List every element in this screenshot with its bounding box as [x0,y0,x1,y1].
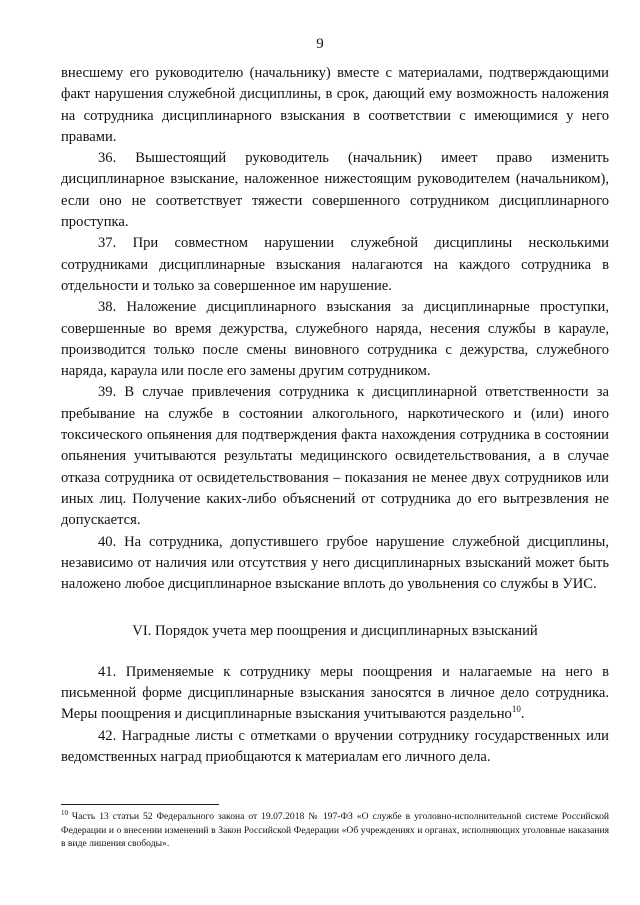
footnote-text: Часть 13 статьи 52 Федерального закона от 19.07.2018 № 197-ФЗ «О службе в уголовно-исполнительной системе Российской Федерации и о внесении изменений в Закон Российской Федерации «Об учреждениях и органах, исполняющих уголовные наказания в виде лишения свободы». [61,811,609,850]
paragraph-41 [61,662,609,726]
paragraph-41-end: . [520,706,525,723]
paragraph-37: 37. При совместном нарушении служебной дисциплины несколькими сотрудниками дисциплинарные взыскания налагаются на каждого сотрудника в отдельности и только за совершенное им нарушение. [61,235,609,294]
paragraph-38: 38. Наложение дисциплинарного взыскания за дисциплинарные проступки, совершенные во время дежурства, служебного наряда, несения службы в карауле, производится только после смены виновного сотрудника с дежурства, служебного наряда, караула или после его замены другим сотрудником. [61,299,609,380]
paragraph-36: 36. Вышестоящий руководитель (начальник) имеет право изменить дисциплинарное взыскание, наложенное нижестоящим руководителем (начальником), если оно не соответствует тяжести совершенного сотрудником дисциплинарного проступка. [61,150,609,231]
section-heading: VI. Порядок учета мер поощрения и дисциплинарных взысканий [132,623,538,640]
paragraph-39: 39. В случае привлечения сотрудника к дисциплинарной ответственности за пребывание на службе в состоянии алкогольного, наркотического и (или) иного токсического опьянения для подтверждения факта нахождения сотрудника в состоянии опьянения учитываются результаты медицинского освидетельствования, а в случае отказа сотрудника от освидетельствования – показания не менее двух сотрудников или иных лиц. Получение каких-либо объяснений от сотрудника до его вытрезвления не допускается. [61,384,609,529]
footnote-marker: 10 [61,809,68,817]
paragraph-40: 40. На сотрудника, допустившего грубое нарушение служебной дисциплины, независимо от наличия или отсутствия у него дисциплинарных взысканий может быть наложено любое дисциплинарное взыскание вплоть до увольнения со службы в УИС. [61,533,609,593]
paragraph-42: 42. Наградные листы с отметками о вручении сотруднику государственных или ведомственных наград приобщаются к материалам его личного дела. [61,727,609,765]
footnote-reference: 10 [511,704,521,715]
document-body [61,63,609,768]
footnote [61,810,609,851]
page-number: 9 [316,36,324,52]
paragraph-41-text: 41. Применяемые к сотруднику меры поощрения и налагаемые на него в письменной форме дисциплинарные взыскания заносятся в личное дело сотрудника. Меры поощрения и дисциплинарные взыскания учитываются раздельно [61,663,609,723]
footnote-separator [61,804,219,805]
paragraph-continuation: внесшему его руководителю (начальнику) вместе с материалами, подтверждающими факт нарушения служебной дисциплины, в срок, дающий ему возможность наложения на сотрудника дисциплинарного взыскания в соответствии с имеющимися у него правами. [61,65,609,145]
